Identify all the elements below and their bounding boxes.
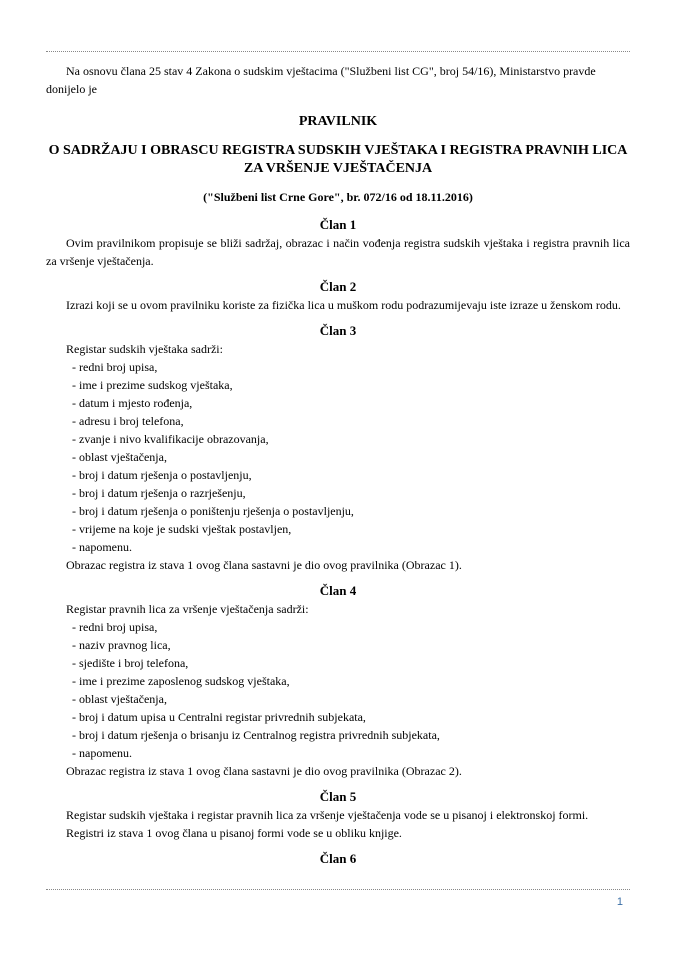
list-item: - ime i prezime zaposlenog sudskog vještaka,: [72, 674, 290, 688]
list-item: - napomenu.: [72, 540, 132, 554]
clan-4-list: [46, 618, 630, 762]
list-item: - broj i datum rješenja o poništenju rješenja o postavljenju,: [72, 504, 354, 518]
list-item: - broj i datum upisa u Centralni registar privrednih subjekata,: [72, 710, 366, 724]
list-item: - vrijeme na koje je sudski vještak postavljen,: [72, 522, 292, 536]
document-subtitle: O SADRŽAJU I OBRASCU REGISTRA SUDSKIH VJEŠTAKA I REGISTRA PRAVNIH LICA ZA VRŠENJE VJEŠTAČENJA: [48, 143, 628, 176]
top-divider: [46, 51, 630, 52]
list-item: - broj i datum rješenja o postavljenju,: [72, 468, 252, 482]
list-item: - oblast vještačenja,: [72, 450, 167, 464]
clan-3-heading: Član 3: [319, 323, 357, 338]
clan-4-lead: Registar pravnih lica za vršenje vještačenja sadrži:: [66, 602, 309, 616]
list-item: - redni broj upisa,: [72, 620, 158, 634]
clan-3-closing: Obrazac registra iz stava 1 ovog člana sastavni je dio ovog pravilnika (Obrazac 1).: [66, 558, 462, 572]
list-item: - ime i prezime sudskog vještaka,: [72, 378, 233, 392]
clan-6-heading: Član 6: [319, 851, 357, 866]
list-item: - naziv pravnog lica,: [72, 638, 171, 652]
clan-3-list: [46, 358, 630, 556]
list-item: - oblast vještačenja,: [72, 692, 167, 706]
list-item: - adresu i broj telefona,: [72, 414, 184, 428]
clan-1-text: Ovim pravilnikom propisuje se bliži sadržaj, obrazac i način vođenja registra sudskih vještaka i registra pravnih lica za vršenje vještačenja.: [46, 236, 630, 268]
list-item: - zvanje i nivo kvalifikacije obrazovanja,: [72, 432, 269, 446]
clan-4-heading: Član 4: [319, 583, 357, 598]
list-item: - datum i mjesto rođenja,: [72, 396, 193, 410]
gazette-reference: ("Službeni list Crne Gore", br. 072/16 od 18.11.2016): [203, 190, 473, 204]
clan-1-heading: Član 1: [319, 217, 357, 232]
clan-5-paragraph-1: Registar sudskih vještaka i registar pravnih lica za vršenje vještačenja vode se u pisanoj i elektronskoj formi.: [66, 808, 589, 822]
page-number: 1: [616, 896, 623, 908]
list-item: - broj i datum rješenja o razrješenju,: [72, 486, 246, 500]
clan-4-closing: Obrazac registra iz stava 1 ovog člana sastavni je dio ovog pravilnika (Obrazac 2).: [66, 764, 462, 778]
intro-paragraph: Na osnovu člana 25 stav 4 Zakona o sudskim vještacima ("Službeni list CG", broj 54/16), Ministarstvo pravde donijelo je: [46, 64, 596, 96]
clan-2-text: Izrazi koji se u ovom pravilniku koriste za fizička lica u muškom rodu podrazumijevaju iste izraze u ženskom rodu.: [66, 298, 621, 312]
bottom-divider: [46, 889, 630, 890]
clan-3-lead: Registar sudskih vještaka sadrži:: [66, 342, 223, 356]
clan-5-paragraph-2: Registri iz stava 1 ovog člana u pisanoj formi vode se u obliku knjige.: [66, 826, 402, 840]
document-body: [46, 62, 630, 868]
list-item: - broj i datum rješenja o brisanju iz Centralnog registra privrednih subjekata,: [72, 728, 440, 742]
clan-2-heading: Član 2: [319, 279, 357, 294]
clan-5-heading: Član 5: [319, 789, 357, 804]
list-item: - redni broj upisa,: [72, 360, 158, 374]
document-title: PRAVILNIK: [298, 114, 378, 129]
list-item: - sjedište i broj telefona,: [72, 656, 189, 670]
list-item: - napomenu.: [72, 746, 132, 760]
